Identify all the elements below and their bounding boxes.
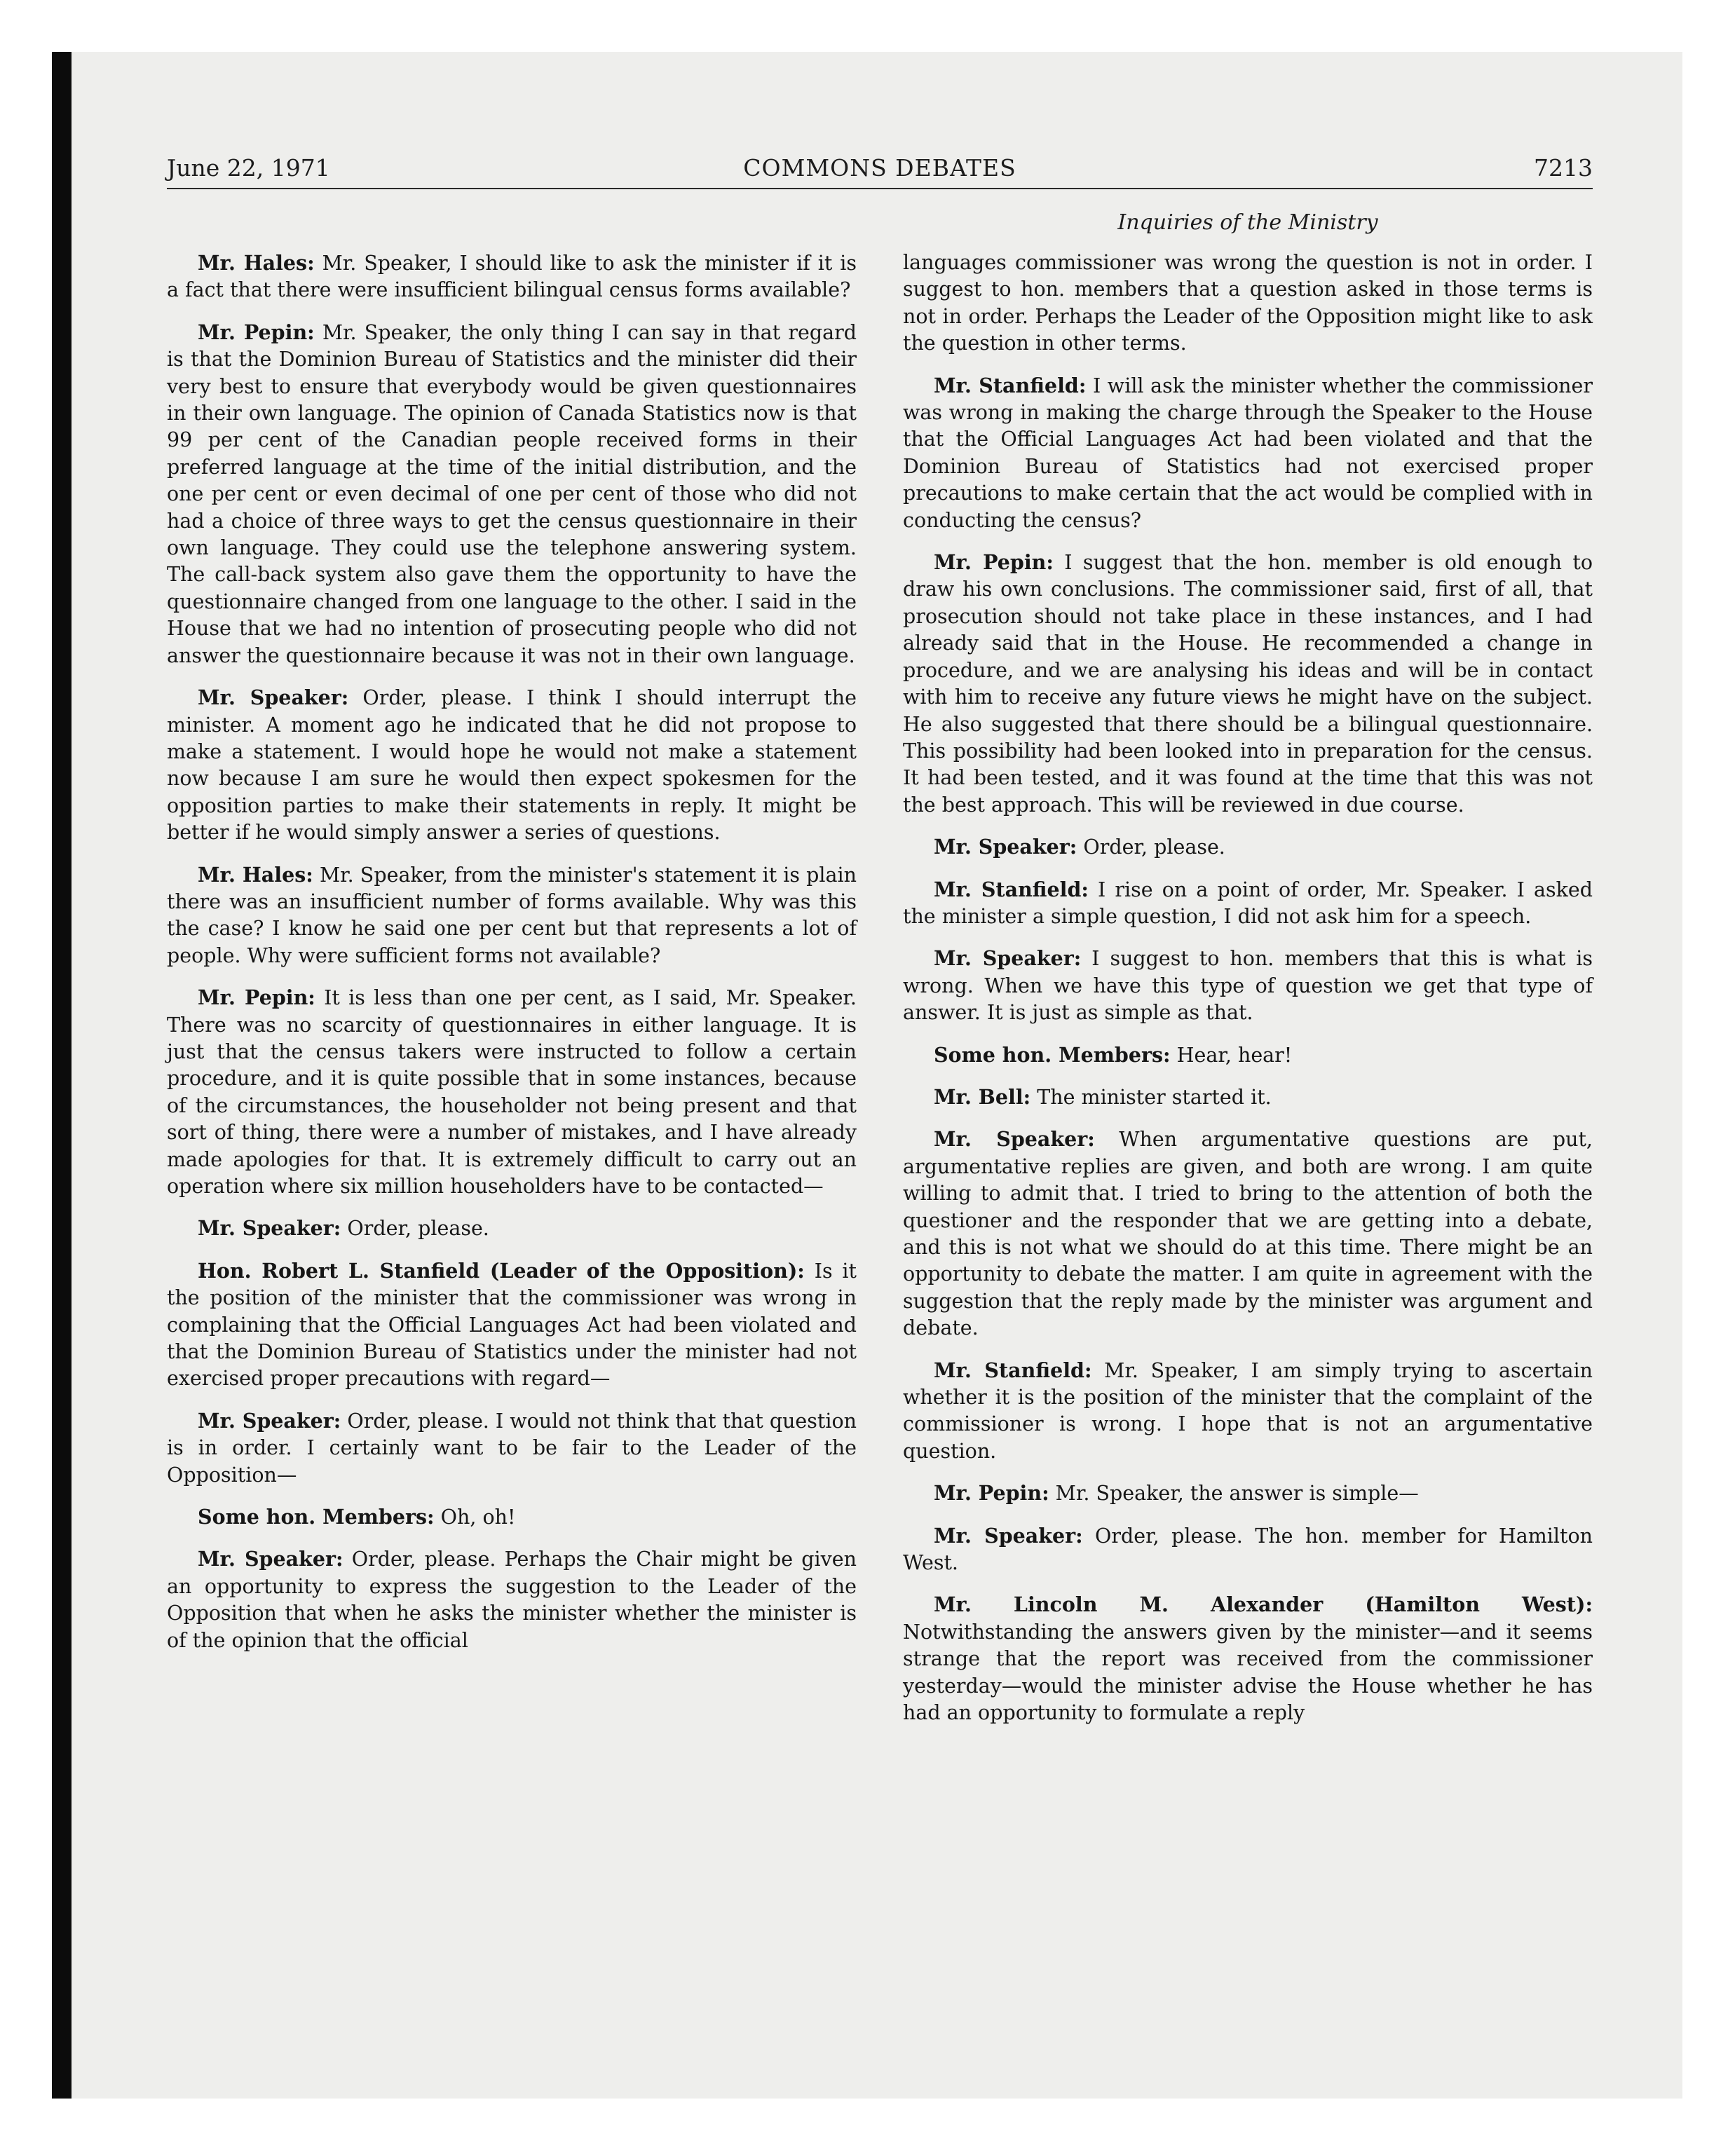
speech-paragraph [903,1357,1593,1466]
speaker-name: Mr. Speaker: [934,1523,1083,1548]
speech-paragraph [167,319,857,669]
speech-paragraph [167,1546,857,1654]
speech-text: Order, please. I think I should interrupt the minister. A moment ago he indicated that he did not propose to make a statement. I would hope he would not make a statement now because I am sure he would then expect spokesmen for the opposition parties to make their statements in reply. It might be better if he would simply answer a series of questions. [167,686,857,845]
speaker-name: Some hon. Members: [198,1505,435,1529]
running-header [167,153,1593,189]
header-date: June 22, 1971 [167,154,330,182]
section-title: Inquiries of the Ministry [1117,210,1378,235]
speaker-name: Hon. Robert L. Stanfield (Leader of the Opposition): [198,1258,805,1283]
speech-paragraph [903,945,1593,1026]
speech-paragraph [903,1084,1593,1111]
speech-text: I rise on a point of order, Mr. Speaker. I asked the minister a simple question, I did not ask him for a speech. [903,878,1593,928]
speech-text: I suggest that the hon. member is old enough to draw his own conclusions. The commissioner said, first of all, that prosecution should not take place in these instances, and I had already said that in the House. He recommended a change in procedure, and we are analysing his ideas and will be in contact with him to receive any future views he might have on the subject. He also suggested that there should be a bilingual questionnaire. This possibility had been looked into in preparation for the census. It had been tested, and it was found at the time that this was not the best approach. This will be reviewed in due course. [903,551,1593,817]
speaker-name: Mr. Bell: [934,1084,1031,1109]
speaker-name: Mr. Pepin: [934,550,1054,575]
speech-paragraph [903,1042,1593,1069]
speech-paragraph [167,684,857,846]
speech-text: I will ask the minister whether the commissioner was wrong in making the charge through the Speaker to the House that the Official Languages Act had been violated and that the Dominion Bureau of Statistics had not exercised proper precautions to make certain that the act would be complied with in conducting the census? [903,374,1593,532]
speaker-name: Mr. Lincoln M. Alexander (Hamilton West): [934,1592,1593,1617]
speaker-name: Mr. Speaker: [934,946,1082,971]
page-spine-shadow [52,52,72,2099]
speaker-name: Mr. Stanfield: [934,373,1087,397]
speaker-name: Mr. Speaker: [198,1408,341,1433]
header-page-number: 7213 [1534,154,1593,182]
speech-text: Mr. Speaker, the only thing I can say in that regard is that the Dominion Bureau of Statistics and the minister did their very best to ensure that everybody would be given questionnaires in their own language. The opinion of Canada Statistics now is that 99 per cent of the Canadian people received forms in their preferred language at the time of the initial distribution, and the one per cent or even decimal of one per cent of those who did not had a choice of three ways to get the census questionnaire in their own language. They could use the telephone answering system. The call-back system also gave them the opportunity to have the questionnaire changed from one language to the other. I said in the House that we had no intention of prosecuting people who did not answer the questionnaire because it was not in their own language. [167,320,857,667]
speech-text: When argumentative questions are put, argumentative replies are given, and both are wrong. I am quite willing to admit that. I tried to bring to the attention of both the questioner and the responder that we are getting into a debate, and this is not what we should do at this time. There might be an opportunity to debate the matter. I am quite in agreement with the suggestion that the reply made by the minister was argument and debate. [903,1128,1593,1340]
speech-paragraph [903,372,1593,534]
speech-text: Order, please. [1083,835,1225,859]
speech-text: Order, please. I would not think that that question is in order. I certainly want to be fair to the Leader of the Opposition— [167,1409,857,1487]
continued-paragraph [903,250,1593,357]
speech-text: languages commissioner was wrong the question is not in order. I suggest to hon. members that a question asked in those terms is not in order. Perhaps the Leader of the Opposition might like to ask the question in other terms. [903,251,1593,355]
speech-text: Is it the position of the minister that the commissioner was wrong in complaining that the Official Languages Act had been violated and that the Dominion Bureau of Statistics under the minister had not exercised proper precautions with regard— [167,1259,857,1391]
speech-text: The minister started it. [1037,1085,1272,1109]
speech-text: Mr. Speaker, the answer is simple— [1055,1482,1419,1506]
speech-text: Hear, hear! [1176,1043,1293,1067]
speech-paragraph [167,250,857,304]
speaker-name: Mr. Stanfield: [934,877,1089,901]
speech-paragraph [167,861,857,970]
speaker-name: Mr. Speaker: [198,1216,341,1241]
speech-text: Mr. Speaker, I should like to ask the minister if it is a fact that there were insufficient bilingual census forms available? [167,252,857,302]
speech-paragraph [903,1480,1593,1507]
speech-paragraph [167,1503,857,1531]
speech-text: Order, please. The hon. member for Hamilton West. [903,1524,1593,1575]
speaker-name: Mr. Stanfield: [934,1358,1092,1382]
speech-text: Mr. Speaker, from the minister's statement it is plain there was an insufficient number of forms available. Why was this the case? I know he said one per cent but that represents a lot of people. Why were sufficient forms not available? [167,863,857,967]
speech-paragraph [903,833,1593,861]
speaker-name: Mr. Speaker: [198,1547,343,1571]
speaker-name: Mr. Speaker: [934,835,1077,859]
speaker-name: Some hon. Members: [934,1042,1171,1067]
speech-paragraph [167,1257,857,1393]
speech-paragraph [903,1126,1593,1342]
speech-paragraph [903,1522,1593,1577]
speech-paragraph [167,984,857,1200]
speech-text: I suggest to hon. members that this is what is wrong. When we have this type of question we get that type of answer. It is just as simple as that. [903,947,1593,1025]
speech-paragraph [167,1407,857,1489]
speech-text: Order, please. Perhaps the Chair might be given an opportunity to express the suggestion to the Leader of the Opposition that when he asks the minister whether the minister is of the opinion that the official [167,1548,857,1652]
speech-text: It is less than one per cent, as I said, Mr. Speaker. There was no scarcity of questionnaires in either language. It is just that the census takers were instructed to follow a certain procedure, and it is quite possible that in some instances, because of the circumstances, the householder not being present and that sort of thing, there were a number of mistakes, and I have already made apologies for that. It is extremely difficult to carry out an operation where six million householders have to be contacted— [167,986,857,1198]
speaker-name: Mr. Speaker: [934,1127,1095,1152]
speech-text: Mr. Speaker, I am simply trying to ascertain whether it is the position of the minister that the complaint of the commissioner is wrong. I hope that is not an argumentative question. [903,1358,1593,1463]
speech-paragraph [903,876,1593,931]
speech-paragraph [903,549,1593,819]
speech-paragraph [167,1215,857,1242]
speaker-name: Mr. Hales: [198,862,313,887]
speech-text: Notwithstanding the answers given by the minister—and it seems strange that the report was received from the commissioner yesterday—would the minister advise the House whether he has had an opportunity to formulate a reply [903,1620,1593,1725]
left-column [167,250,857,1669]
speech-paragraph [903,1591,1593,1726]
right-column [903,250,1593,1742]
speech-text: Order, please. [347,1217,489,1241]
header-journal-title: COMMONS DEBATES [743,154,1016,182]
speaker-name: Mr. Pepin: [198,320,315,344]
speaker-name: Mr. Pepin: [198,985,315,1010]
speaker-name: Mr. Hales: [198,251,315,275]
speaker-name: Mr. Speaker: [198,685,349,710]
speech-text: Oh, oh! [440,1506,516,1529]
speaker-name: Mr. Pepin: [934,1481,1049,1506]
